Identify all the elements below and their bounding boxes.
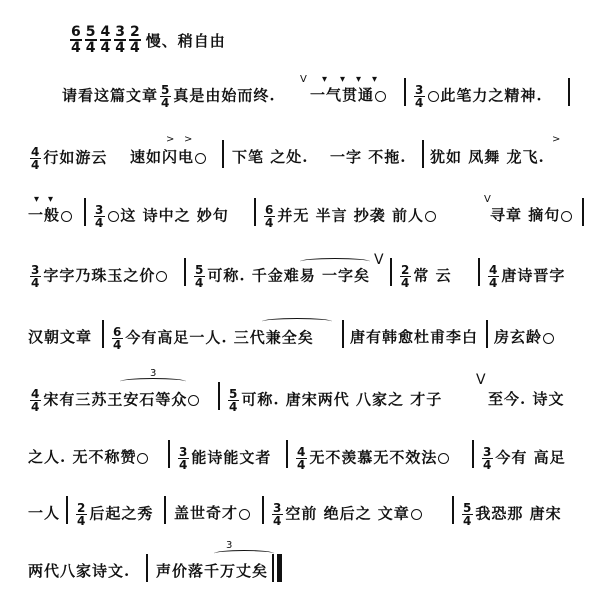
breath-mark: V bbox=[374, 252, 384, 268]
lyric-segment: $\frac{5}{4}$ 可称. 千金难易 一字矣 bbox=[195, 263, 371, 290]
bar-line bbox=[84, 198, 86, 226]
fermata-mark: ▾ bbox=[34, 194, 40, 205]
bar-line bbox=[164, 496, 166, 524]
meter-mark: $\frac{6}{4}$ bbox=[113, 325, 123, 352]
lyric-segment: 犹如 凤舞 龙飞. bbox=[430, 148, 545, 166]
meter-mark: $\frac{4}{4}$ bbox=[297, 445, 307, 472]
lyric-segment: 之人. 无不称赞 bbox=[28, 446, 149, 467]
accent-mark: > bbox=[184, 134, 193, 145]
bar-line bbox=[286, 440, 288, 468]
lyric-segment: 一字 不拖. bbox=[330, 148, 407, 166]
lyric-segment: $\frac{2}{4}$ 后起之秀 bbox=[77, 501, 154, 528]
lyric-segment: 一般 bbox=[28, 204, 73, 225]
lyric-segment: $\frac{6}{4}$ 今有高足一人. 三代兼全矣 bbox=[113, 325, 314, 352]
lyric-segment: $\frac{3}{4}$ 这 诗中之 妙句 bbox=[95, 203, 229, 230]
lyric-segment: $\frac{5}{4}$ 可称. 唐宋两代 八家之 才子 bbox=[229, 387, 443, 414]
bar-line bbox=[254, 198, 256, 226]
lyric-segment: $\frac{4}{4}$ 宋有三苏王安石等众 bbox=[28, 388, 200, 413]
lyric-segment: $\frac{3}{4}$ 今有 高足 bbox=[483, 445, 566, 472]
lyric-segment: $\frac{5}{4}$ 我恐那 唐宋 bbox=[463, 501, 562, 528]
rest-circle bbox=[188, 395, 199, 406]
slur-mark bbox=[214, 550, 274, 557]
meter-mark: $\frac{4}{4}$ bbox=[31, 387, 41, 414]
fermata-mark: ▾ bbox=[356, 74, 362, 85]
accent-mark: > bbox=[552, 134, 561, 145]
rest-circle bbox=[156, 271, 167, 282]
slur-mark bbox=[120, 378, 186, 385]
lyric-segment: 盖世奇才 bbox=[174, 502, 251, 523]
breath-mark: V bbox=[300, 74, 307, 85]
meter-mark: $\frac{5}{4}$ bbox=[229, 387, 239, 414]
bar-line bbox=[404, 78, 406, 106]
score-line bbox=[0, 438, 600, 478]
lyric-segment: $\frac{2}{4}$ 常 云 bbox=[401, 263, 452, 290]
meter-mark: $\frac{3}{4}$ bbox=[415, 83, 425, 110]
rest-circle bbox=[195, 153, 206, 164]
meter-header bbox=[70, 22, 226, 58]
bar-line bbox=[568, 78, 570, 106]
bar-line bbox=[102, 320, 104, 348]
meter-mark: $\frac{5}{4}$ bbox=[161, 83, 171, 110]
score-line bbox=[0, 368, 600, 420]
lyric-segment: 请看这篇文章 $\frac{5}{4}$ 真是由始而终. bbox=[62, 83, 276, 110]
lyric-segment: 两代八家诗文. bbox=[28, 562, 131, 580]
triplet-mark: 3 bbox=[226, 540, 233, 551]
meter-4-4: $\frac{4}{4}$ bbox=[100, 24, 111, 56]
rest-circle bbox=[438, 453, 449, 464]
bar-line bbox=[66, 496, 68, 524]
bar-line bbox=[168, 440, 170, 468]
meter-mark: $\frac{5}{4}$ bbox=[195, 263, 205, 290]
meter-mark: $\frac{3}{4}$ bbox=[95, 203, 105, 230]
rest-circle bbox=[108, 211, 119, 222]
rest-circle bbox=[543, 333, 554, 344]
bar-line bbox=[272, 554, 274, 582]
lyric-segment: $\frac{4}{4}$ 唐诗晋字 bbox=[489, 263, 566, 290]
lyric-segment: $\frac{6}{4}$ 并无 半言 抄袭 前人 bbox=[262, 204, 437, 229]
accent-mark: > bbox=[166, 134, 175, 145]
score-line bbox=[0, 540, 600, 592]
lyric-segment: 汉朝文章 bbox=[28, 328, 93, 346]
rest-circle bbox=[411, 509, 422, 520]
bar-line bbox=[146, 554, 148, 582]
lyric-segment: 至今. 诗文 bbox=[488, 390, 565, 408]
lyric-segment: 唐有韩愈杜甫李白 bbox=[350, 328, 479, 346]
fermata-mark: ▾ bbox=[322, 74, 328, 85]
fermata-mark: ▾ bbox=[48, 194, 54, 205]
score-line bbox=[0, 252, 600, 296]
rest-circle bbox=[428, 91, 439, 102]
lyric-segment: 速如闪电 bbox=[130, 146, 207, 167]
rest-circle bbox=[137, 453, 148, 464]
rest-circle bbox=[561, 211, 572, 222]
bar-line bbox=[262, 496, 264, 524]
meter-mark: $\frac{3}{4}$ bbox=[179, 445, 189, 472]
score-line bbox=[0, 196, 600, 236]
lyric-segment: $\frac{3}{4}$ 字字乃珠玉之价 bbox=[28, 264, 168, 289]
lyric-segment: $\frac{3}{4}$ 此笔力之精神. bbox=[415, 83, 543, 110]
lyric-segment: 一气贯通 bbox=[310, 84, 387, 105]
tempo-marking: 慢、稍自由 bbox=[145, 31, 226, 50]
meter-mark: $\frac{3}{4}$ bbox=[273, 501, 283, 528]
meter-mark: $\frac{4}{4}$ bbox=[489, 263, 499, 290]
meter-mark: $\frac{4}{4}$ bbox=[31, 145, 41, 172]
bar-line bbox=[422, 140, 424, 168]
meter-mark: $\frac{3}{4}$ bbox=[483, 445, 493, 472]
bar-line bbox=[472, 440, 474, 468]
slur-mark bbox=[300, 258, 370, 265]
final-bar-line bbox=[277, 554, 282, 582]
bar-line bbox=[452, 496, 454, 524]
lyric-segment: 下笔 之处. bbox=[232, 148, 309, 166]
score-line bbox=[0, 318, 600, 358]
rest-circle bbox=[61, 211, 72, 222]
bar-line bbox=[478, 258, 480, 286]
rest-circle bbox=[239, 509, 250, 520]
bar-line bbox=[390, 258, 392, 286]
bar-line bbox=[218, 382, 220, 410]
meter-5-4: $\frac{5}{4}$ bbox=[85, 24, 96, 56]
lyric-segment: $\frac{4}{4}$ 无不羡慕无不效法 bbox=[294, 446, 450, 471]
triplet-mark: 3 bbox=[150, 368, 157, 379]
breath-mark: V bbox=[476, 372, 486, 388]
rest-circle bbox=[375, 91, 386, 102]
score-line bbox=[0, 76, 600, 116]
fermata-mark: ▾ bbox=[372, 74, 378, 85]
meter-mark: $\frac{3}{4}$ bbox=[31, 263, 41, 290]
score-line bbox=[0, 494, 600, 534]
meter-6-4: $\frac{6}{4}$ bbox=[71, 24, 81, 56]
lyric-segment: $\frac{3}{4}$ 能诗能文者 bbox=[179, 445, 272, 472]
score-line bbox=[0, 134, 600, 178]
meter-mark: $\frac{2}{4}$ bbox=[77, 501, 87, 528]
meter-2-4: $\frac{2}{4}$ bbox=[130, 24, 140, 56]
slur-mark bbox=[262, 318, 332, 325]
lyric-segment: 房玄龄 bbox=[494, 326, 555, 347]
lyric-segment: 声价落千万丈矣 bbox=[156, 562, 269, 580]
lyric-segment: 寻章 摘句 bbox=[490, 204, 573, 225]
meter-3-4: $\frac{3}{4}$ bbox=[115, 24, 125, 56]
bar-line bbox=[184, 258, 186, 286]
meter-mark: $\frac{2}{4}$ bbox=[401, 263, 411, 290]
rest-circle bbox=[425, 211, 436, 222]
bar-line bbox=[486, 320, 488, 348]
meter-mark: $\frac{5}{4}$ bbox=[463, 501, 473, 528]
meter-mark: $\frac{6}{4}$ bbox=[265, 203, 275, 230]
bar-line bbox=[342, 320, 344, 348]
bar-line bbox=[222, 140, 224, 168]
bar-line bbox=[582, 198, 584, 226]
lyric-segment: 一人 bbox=[28, 504, 61, 522]
lyric-segment: $\frac{3}{4}$ 空前 绝后之 文章 bbox=[270, 502, 423, 527]
breath-mark: V bbox=[484, 194, 491, 205]
lyric-segment: $\frac{4}{4}$ 行如游云 bbox=[31, 145, 108, 172]
fermata-mark: ▾ bbox=[340, 74, 346, 85]
